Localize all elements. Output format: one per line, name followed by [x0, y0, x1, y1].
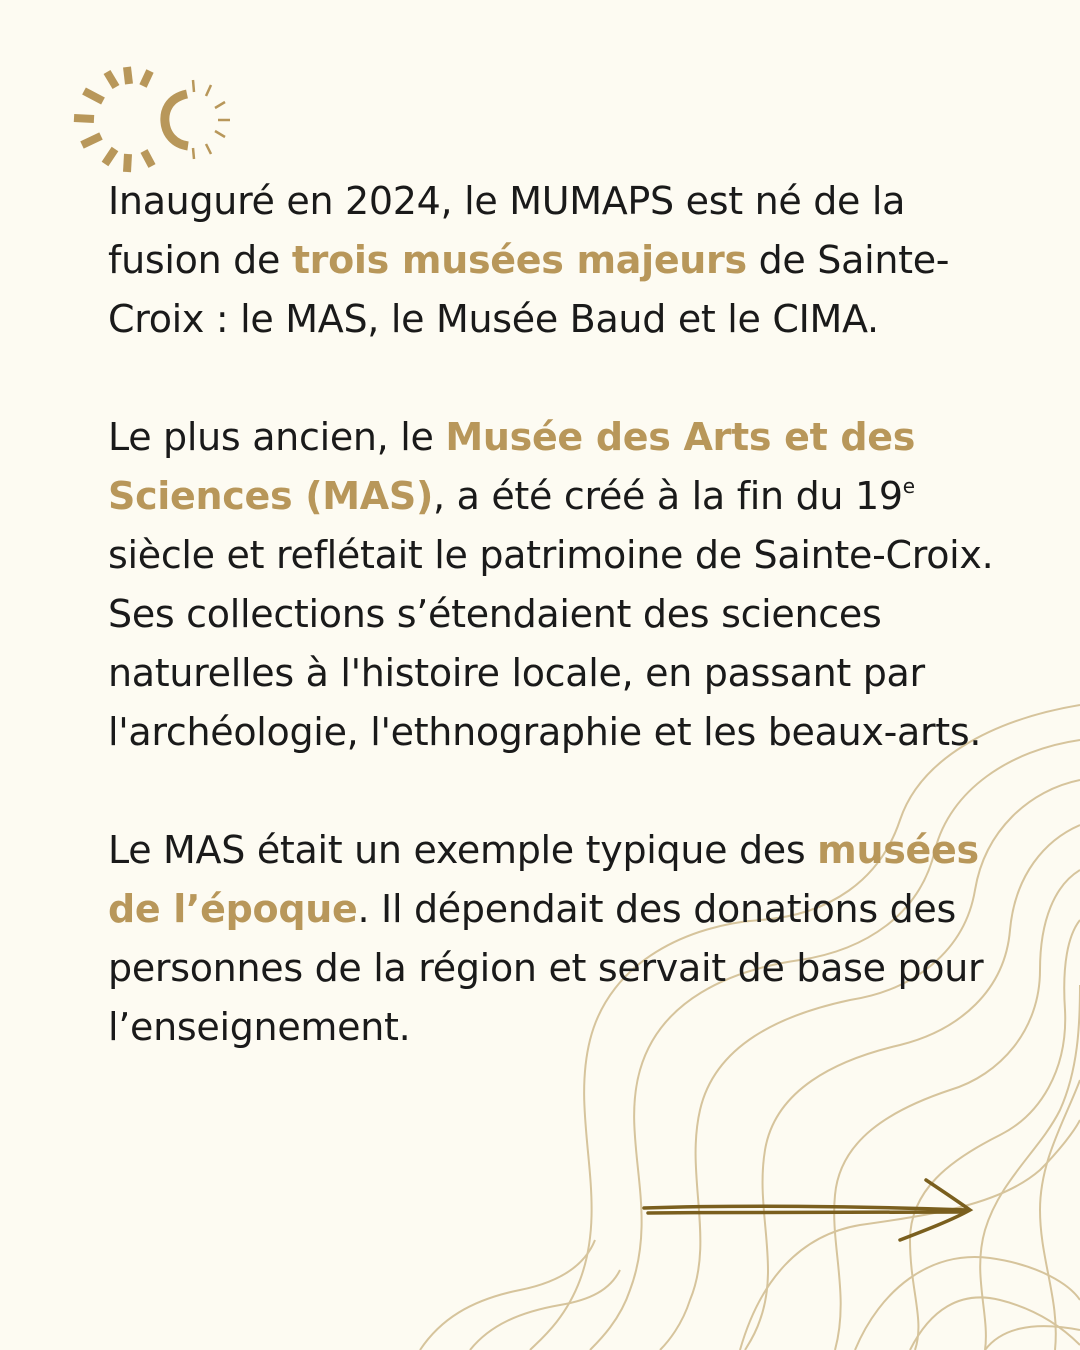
logo-thin-ray: [206, 85, 211, 96]
contour-line: [1040, 1080, 1080, 1350]
text-run: Le MAS était un exemple typique des: [108, 828, 818, 872]
text-run: de Sainte-Croix : le MAS, le Musée Baud et le CIMA.: [108, 238, 950, 341]
contour-line: [910, 1297, 1080, 1350]
logo-ray: [144, 151, 152, 166]
text-run: Inauguré en 2024, le MUMAPS est né de la fusion de: [108, 179, 906, 282]
arrow-shaft: [648, 1212, 964, 1213]
contour-line: [470, 1270, 620, 1350]
logo-ray: [74, 118, 94, 119]
text-run: Le plus ancien, le: [108, 415, 446, 459]
century-superscript: e: [902, 474, 915, 499]
contour-line: [985, 1326, 1080, 1350]
highlight-mas-name: Musée des Arts et des Sciences (MAS): [108, 415, 916, 518]
paragraph-mas-typical: [108, 821, 1008, 1057]
logo-ray: [84, 91, 103, 101]
logo-thin-ray: [193, 148, 194, 159]
highlight-musees-epoque: musées de l’époque: [108, 828, 979, 931]
logo-crescent: [165, 94, 188, 146]
text-run: , a été créé à la fin du 19: [433, 474, 903, 518]
contour-line: [855, 1257, 1080, 1350]
logo-thin-ray: [206, 144, 211, 154]
text-run: siècle et reflétait le patrimoine de Sainte-Croix. Ses collections s’étendaient des sciences naturelles à l'histoire locale, en passant par l'archéologie, l'ethnographie et les beaux-arts.: [108, 533, 994, 754]
contour-line: [420, 1240, 595, 1350]
text-run: . Il dépendait des donations des personnes de la région et servait de base pour l’enseignement.: [108, 887, 984, 1049]
logo-thin-ray: [215, 102, 225, 108]
highlight-trois-musees: trois musées majeurs: [291, 238, 747, 282]
logo-ray: [127, 67, 129, 84]
logo-thin-ray: [193, 80, 194, 92]
paragraph-intro: [108, 172, 1008, 349]
logo-ray: [143, 71, 150, 86]
logo-thin-ray: [215, 131, 225, 137]
next-arrow-icon[interactable]: [636, 1172, 981, 1247]
sun-rays-logo-icon: [68, 60, 238, 180]
logo-ray: [105, 149, 115, 164]
arrow-shaft: [644, 1206, 968, 1210]
logo-ray: [107, 72, 116, 87]
body-text: [108, 172, 1008, 1057]
logo-ray: [127, 154, 128, 172]
paragraph-mas-history: [108, 408, 1008, 762]
logo-ray: [82, 136, 101, 145]
